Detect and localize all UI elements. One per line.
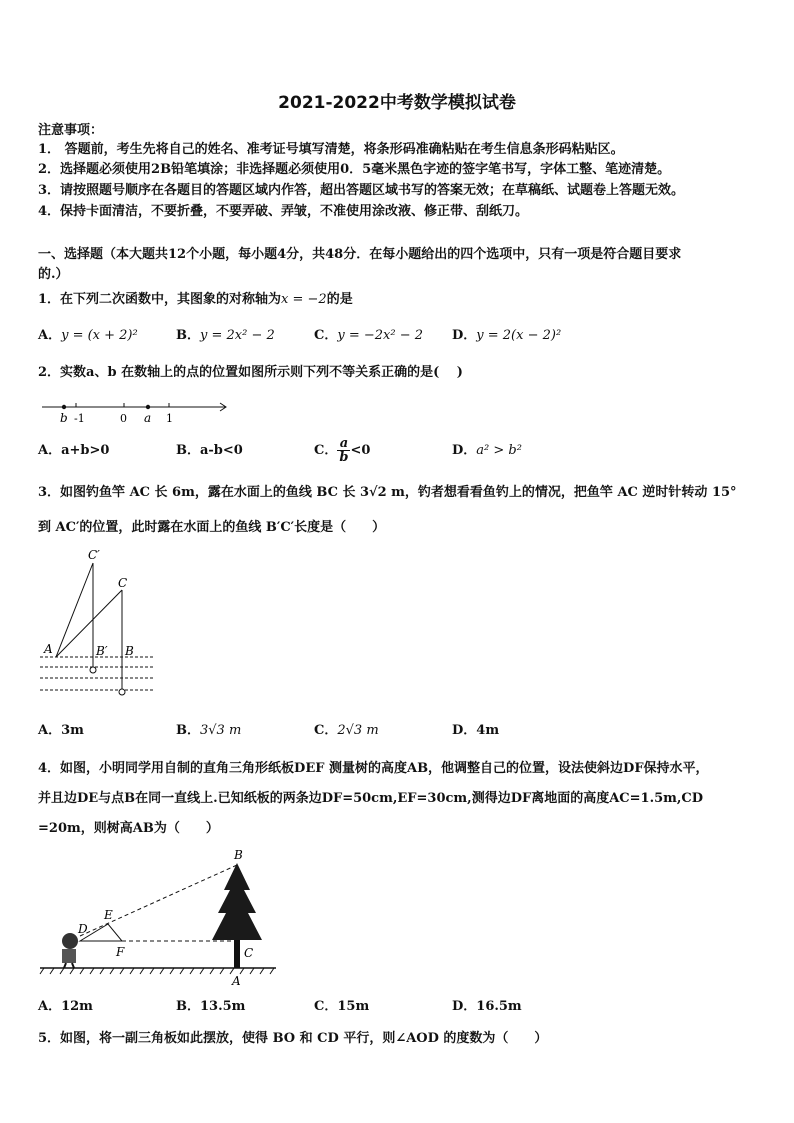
- label-b: B: [125, 644, 134, 658]
- option-label: C．: [314, 443, 338, 458]
- q2-option-d[interactable]: [452, 442, 522, 460]
- float-b: [119, 689, 125, 695]
- q3-option-c[interactable]: [314, 722, 379, 740]
- option-label: A．: [38, 328, 62, 343]
- option-math: y = −2x² − 2: [337, 328, 423, 343]
- q1-option-a[interactable]: [38, 327, 138, 345]
- question-4-line3: =20m，则树高AB为（ ）: [38, 821, 219, 836]
- q4-option-d[interactable]: D．16.5m: [452, 999, 522, 1014]
- label-a: A: [232, 974, 241, 988]
- fraction-a-over-b: [337, 437, 350, 464]
- q3-option-a[interactable]: A．3m: [38, 723, 84, 738]
- option-math: y = 2x² − 2: [200, 328, 275, 343]
- label-c-prime: C′: [88, 548, 100, 562]
- q2-option-c[interactable]: [314, 434, 370, 468]
- fraction-denominator: b: [339, 450, 349, 465]
- section-heading-cont: 的.）: [38, 267, 69, 282]
- q2-option-b[interactable]: B．a-b<0: [176, 443, 243, 458]
- q4-option-a[interactable]: A．12m: [38, 999, 93, 1014]
- label-b-prime: B′: [96, 644, 108, 658]
- label-c: C: [244, 946, 254, 960]
- question-4-line1: 4．如图，小明同学用自制的直角三角形纸板DEF 测量树的高度AB，他调整自己的位置，设法使斜边DF保持水平，: [38, 761, 709, 776]
- q4-option-c[interactable]: C．15m: [314, 999, 370, 1014]
- q4-option-b[interactable]: B．13.5m: [176, 999, 246, 1014]
- number-line-figure: [38, 396, 238, 426]
- option-math: a² > b²: [476, 443, 522, 458]
- axis-label-b: b: [60, 411, 68, 425]
- axis-label-a: a: [144, 411, 152, 425]
- note-item: 3．请按照题号顺序在各题目的答题区域内作答，超出答题区域书写的答案无效；在草稿纸、试题卷上答题无效。: [38, 183, 685, 198]
- point-a: [146, 405, 150, 409]
- option-label: B．: [176, 328, 200, 343]
- fishing-rod-figure: [36, 545, 166, 705]
- tree: [212, 863, 262, 968]
- question-1-stem: [38, 291, 353, 309]
- q1-option-b[interactable]: [176, 327, 275, 345]
- page-title: 2021-2022中考数学模拟试卷: [278, 93, 516, 113]
- label-f: F: [116, 945, 125, 959]
- axis-label-minus-one: -1: [74, 412, 85, 425]
- question-4-line2: 并且边DE与点B在同一直线上.已知纸板的两条边DF=50cm,EF=30cm,测得边DF离地面的高度AC=1.5m,CD: [38, 791, 704, 806]
- note-item: 4．保持卡面清洁，不要折叠，不要弄破、弄皱，不准使用涂改液、修正带、刮纸刀。: [38, 204, 529, 219]
- question-5-stem: 5．如图，将一副三角板如此摆放，使得 BO 和 CD 平行，则∠AOD 的度数为（ ）: [38, 1031, 548, 1046]
- fraction-numerator: a: [337, 437, 350, 451]
- question-3-line1: 3．如图钓鱼竿 AC 长 6m，露在水面上的鱼线 BC 长 3√2 m，钓者想看看鱼钓上的情况，把鱼竿 AC 逆时针转动 15°: [38, 485, 737, 500]
- float-b-prime: [90, 667, 96, 673]
- option-math: y = (x + 2)²: [61, 328, 138, 343]
- option-label: D．: [452, 443, 477, 458]
- label-c: C: [118, 576, 128, 590]
- option-label: C．: [314, 328, 338, 343]
- q1-option-d[interactable]: [452, 327, 561, 345]
- note-item: 1． 答题前，考生先将自己的姓名、准考证号填写清楚，将条形码准确粘贴在考生信息条形码粘贴区。: [38, 142, 624, 157]
- q1-stem-end: 的是: [326, 292, 353, 307]
- tree-height-figure: [36, 845, 286, 990]
- q2-option-a[interactable]: A．a+b>0: [38, 443, 110, 458]
- label-b: B: [234, 848, 243, 862]
- axis-label-zero: 0: [120, 412, 127, 425]
- person: [62, 933, 78, 968]
- option-math: 3√3 m: [200, 723, 242, 738]
- option-tail: <0: [350, 443, 371, 458]
- note-item: 2．选择题必须使用2B铅笔填涂；非选择题必须使用0．5毫米黑色字迹的签字笔书写，字体工整、笔迹清楚。: [38, 162, 671, 177]
- label-d: D: [78, 922, 88, 936]
- q3-option-b[interactable]: [176, 722, 241, 740]
- option-label: B．: [176, 723, 200, 738]
- question-3-line2: 到 AC′的位置，此时露在水面上的鱼线 B′C′长度是（ ）: [38, 520, 386, 535]
- q3-option-d[interactable]: D．4m: [452, 723, 500, 738]
- option-math: 2√3 m: [337, 723, 379, 738]
- section-heading: 一、选择题（本大题共12个小题，每小题4分，共48分．在每小题给出的四个选项中，只有一项是符合题目要求: [38, 247, 682, 262]
- notes-heading: 注意事项：: [38, 123, 104, 138]
- option-label: D．: [452, 328, 477, 343]
- label-a: A: [44, 642, 53, 656]
- option-label: C．: [314, 723, 338, 738]
- q1-stem-math: x = −2: [281, 292, 327, 307]
- q1-option-c[interactable]: [314, 327, 423, 345]
- point-b: [62, 405, 66, 409]
- question-2-stem: 2．实数a、b 在数轴上的点的位置如图所示则下列不等关系正确的是( ): [38, 365, 463, 380]
- q1-stem-text: 1．在下列二次函数中，其图象的对称轴为: [38, 292, 282, 307]
- axis-label-one: 1: [166, 412, 173, 425]
- label-e: E: [104, 908, 113, 922]
- option-math: y = 2(x − 2)²: [476, 328, 562, 343]
